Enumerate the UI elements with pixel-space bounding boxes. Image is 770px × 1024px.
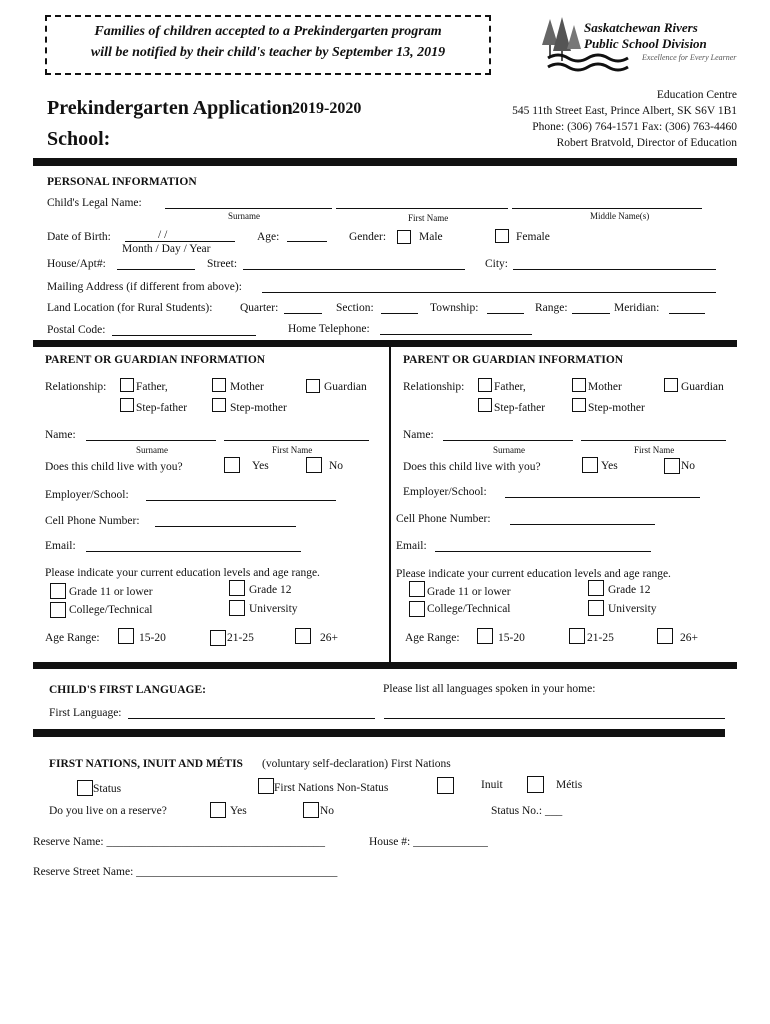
guardian2-yes-label: Yes (601, 460, 618, 472)
notice-line-2: will be notified by their child's teacher by September 13, 2019 (90, 45, 446, 60)
guardian2-cell-field[interactable] (510, 524, 655, 525)
guardian1-yes-label: Yes (252, 460, 269, 472)
meridian-field[interactable] (669, 313, 705, 314)
guardian1-yes-checkbox[interactable] (224, 457, 240, 473)
guardian1-firstname-field[interactable] (224, 440, 369, 441)
dob-label: Date of Birth: (47, 231, 111, 243)
status-number-label: Status No.: ___ (491, 805, 563, 817)
city-label: City: (485, 258, 509, 270)
male-checkbox[interactable] (397, 230, 411, 244)
guardian2-guardian-checkbox[interactable] (664, 378, 678, 392)
guardian1-surname-field[interactable] (86, 440, 216, 441)
section-field[interactable] (381, 313, 418, 314)
guardian2-firstname-field[interactable] (581, 440, 726, 441)
section-divider (33, 340, 737, 347)
surname-field[interactable] (165, 208, 332, 209)
female-label: Female (516, 231, 550, 243)
guardian1-mother-label: Mother (230, 381, 264, 393)
first-name-field[interactable] (336, 208, 508, 209)
guardian2-age3-label: 26+ (680, 632, 698, 644)
township-label: Township: (430, 302, 479, 314)
guardian1-cell-field[interactable] (155, 526, 296, 527)
section-divider (33, 158, 737, 166)
guardian2-age-range-label: Age Range: (405, 632, 460, 644)
guardian2-no-checkbox[interactable] (664, 458, 680, 474)
guardian1-firstname-caption: First Name (272, 445, 313, 455)
guardian1-father-label: Father, (136, 381, 168, 393)
guardian2-mother-label: Mother (588, 381, 622, 393)
gender-label: Gender: (349, 231, 387, 243)
guardian1-age2-label: 21-25 (227, 632, 254, 644)
guardian2-stepfather-label: Step-father (494, 402, 546, 414)
reserve-question: Do you live on a reserve? (49, 805, 167, 817)
office-phone: Phone: (306) 764-1571 Fax: (306) 763-4460 (532, 121, 737, 133)
guardian2-stepmother-label: Step-mother (588, 402, 645, 414)
section-divider (33, 662, 737, 669)
guardian1-mother-checkbox[interactable] (212, 378, 226, 392)
guardian2-email-label: Email: (396, 540, 427, 552)
guardian2-age3-checkbox[interactable] (657, 628, 673, 644)
guardian2-guardian-label: Guardian (681, 381, 724, 393)
languages-spoken-field[interactable] (384, 718, 725, 719)
guardian2-age2-checkbox[interactable] (569, 628, 585, 644)
range-field[interactable] (572, 313, 610, 314)
river-waves-icon (546, 50, 641, 74)
middle-name-field[interactable] (512, 208, 702, 209)
middle-name-caption: Middle Name(s) (590, 211, 650, 221)
quarter-field[interactable] (284, 313, 322, 314)
guardian2-surname-field[interactable] (443, 440, 573, 441)
status-label: Status (93, 783, 122, 795)
guardian1-university-label: University (249, 603, 298, 615)
guardian2-college-checkbox[interactable] (409, 601, 425, 617)
land-label: Land Location (for Rural Students): (47, 302, 213, 314)
first-language-label: First Language: (49, 707, 122, 719)
guardian2-grade12-checkbox[interactable] (588, 580, 604, 596)
quarter-label: Quarter: (240, 302, 279, 314)
guardian1-stepmother-checkbox[interactable] (212, 398, 226, 412)
section-label: Section: (336, 302, 374, 314)
dob-format-caption: Month / Day / Year (122, 243, 211, 255)
first-name-caption: First Name (408, 213, 449, 223)
guardian1-stepfather-label: Step-father (136, 402, 188, 414)
guardian1-grade12-checkbox[interactable] (229, 580, 245, 596)
guardian1-grade12-label: Grade 12 (249, 584, 292, 596)
column-divider (389, 347, 391, 662)
guardian2-heading: PARENT OR GUARDIAN INFORMATION (403, 354, 624, 366)
language-list-prompt: Please list all languages spoken in your home: (383, 683, 596, 695)
guardian2-university-checkbox[interactable] (588, 600, 604, 616)
guardian1-cell-label: Cell Phone Number: (45, 515, 140, 527)
guardian1-edu-prompt: Please indicate your current education levels and age range. (45, 567, 320, 579)
guardian1-grade11-label: Grade 11 or lower (69, 586, 153, 598)
status-checkbox[interactable] (77, 780, 93, 796)
guardian2-relationship-label: Relationship: (403, 381, 465, 393)
guardian2-email-field[interactable] (435, 551, 651, 552)
mailing-label: Mailing Address (if different from above): (47, 281, 242, 293)
guardian2-name-label: Name: (403, 429, 434, 441)
guardian1-email-label: Email: (45, 540, 76, 552)
female-checkbox[interactable] (495, 229, 509, 243)
reserve-name-label: Reserve Name: ______________________________________ (33, 836, 325, 848)
non-status-checkbox[interactable] (258, 778, 274, 794)
personal-heading: PERSONAL INFORMATION (47, 176, 197, 188)
inuit-label: Inuit (481, 779, 503, 791)
guardian1-stepfather-checkbox[interactable] (120, 398, 134, 412)
city-field[interactable] (513, 269, 716, 270)
guardian2-lives-label: Does this child live with you? (403, 461, 541, 473)
guardian2-stepfather-checkbox[interactable] (478, 398, 492, 412)
guardian1-surname-caption: Surname (136, 445, 168, 455)
guardian1-guardian-checkbox[interactable] (306, 379, 320, 393)
guardian1-stepmother-label: Step-mother (230, 402, 287, 414)
guardian2-employer-label: Employer/School: (403, 486, 487, 498)
reserve-no-checkbox[interactable] (303, 802, 319, 818)
meridian-label: Meridian: (614, 302, 660, 314)
guardian1-father-checkbox[interactable] (120, 378, 134, 392)
guardian1-heading: PARENT OR GUARDIAN INFORMATION (45, 354, 266, 366)
guardian1-college-checkbox[interactable] (50, 602, 66, 618)
guardian1-university-checkbox[interactable] (229, 600, 245, 616)
legal-name-label: Child's Legal Name: (47, 197, 142, 209)
guardian1-email-field[interactable] (86, 551, 301, 552)
page-title: Prekindergarten Application (47, 97, 293, 119)
guardian1-name-label: Name: (45, 429, 76, 441)
guardian1-employer-field[interactable] (146, 500, 336, 501)
house-field[interactable] (117, 269, 195, 270)
office-name: Education Centre (656, 89, 737, 101)
mailing-field[interactable] (262, 292, 716, 293)
house-label: House/Apt#: (47, 258, 106, 270)
home-tel-label: Home Telephone: (288, 323, 370, 335)
non-status-label: First Nations Non-Status (274, 782, 389, 794)
guardian1-employer-label: Employer/School: (45, 489, 129, 501)
director: Robert Bratvold, Director of Education (556, 137, 737, 149)
language-heading: CHILD'S FIRST LANGUAGE: (49, 684, 206, 696)
notice-line-1: Families of children accepted to a Prekindergarten program (94, 24, 442, 39)
metis-checkbox[interactable] (527, 776, 544, 793)
reserve-yes-checkbox[interactable] (210, 802, 226, 818)
guardian2-college-label: College/Technical (427, 603, 511, 615)
reserve-street-label: Reserve Street Name: ___________________________________ (33, 866, 338, 878)
fnim-heading: FIRST NATIONS, INUIT AND MÉTIS (49, 758, 243, 770)
guardian2-surname-caption: Surname (493, 445, 525, 455)
guardian1-no-checkbox[interactable] (306, 457, 322, 473)
guardian2-stepmother-checkbox[interactable] (572, 398, 586, 412)
fnim-subheading: (voluntary self-declaration) First Nations (262, 758, 451, 770)
street-field[interactable] (243, 269, 465, 270)
logo-tagline: Excellence for Every Learner (642, 53, 737, 62)
metis-label: Métis (556, 779, 583, 791)
guardian2-grade11-checkbox[interactable] (409, 581, 425, 597)
guardian2-mother-checkbox[interactable] (572, 378, 586, 392)
logo-name-2: Public School Division (584, 36, 707, 51)
house-number-label: House #: _____________ (369, 836, 488, 848)
guardian2-father-checkbox[interactable] (478, 378, 492, 392)
range-label: Range: (535, 302, 568, 314)
age-label: Age: (257, 231, 280, 243)
guardian1-no-label: No (329, 460, 344, 472)
age-field[interactable] (287, 241, 327, 242)
guardian2-no-label: No (681, 460, 696, 472)
postal-field[interactable] (112, 335, 256, 336)
guardian2-age2-label: 21-25 (587, 632, 614, 644)
logo-name-1: Saskatchewan Rivers (584, 20, 698, 35)
reserve-yes-label: Yes (230, 805, 247, 817)
guardian1-age3-label: 26+ (320, 632, 338, 644)
guardian2-grade11-label: Grade 11 or lower (427, 586, 511, 598)
school-label: School: (47, 128, 111, 150)
male-label: Male (419, 231, 443, 243)
guardian2-cell-label: Cell Phone Number: (396, 513, 491, 525)
guardian2-university-label: University (608, 603, 657, 615)
school-year: 2019-2020 (292, 100, 362, 117)
township-field[interactable] (487, 313, 524, 314)
first-language-field[interactable] (128, 718, 375, 719)
section-divider (33, 729, 725, 737)
guardian1-lives-label: Does this child live with you? (45, 461, 183, 473)
guardian2-age1-label: 15-20 (498, 632, 525, 644)
guardian1-age1-checkbox[interactable] (118, 628, 134, 644)
surname-caption: Surname (228, 211, 260, 221)
guardian1-guardian-label: Guardian (324, 381, 367, 393)
dob-field[interactable] (125, 241, 235, 242)
guardian1-relationship-label: Relationship: (45, 381, 107, 393)
guardian2-edu-prompt: Please indicate your current education levels and age range. (396, 568, 671, 580)
dob-slashes: / / (158, 229, 168, 241)
guardian1-age-range-label: Age Range: (45, 632, 100, 644)
guardian2-age1-checkbox[interactable] (477, 628, 493, 644)
guardian2-yes-checkbox[interactable] (582, 457, 598, 473)
guardian1-age1-label: 15-20 (139, 632, 166, 644)
postal-label: Postal Code: (47, 324, 106, 336)
reserve-no-label: No (320, 805, 335, 817)
guardian2-grade12-label: Grade 12 (608, 584, 651, 596)
office-address: 545 11th Street East, Prince Albert, SK S6V 1B1 (512, 105, 737, 117)
guardian2-father-label: Father, (494, 381, 526, 393)
home-tel-field[interactable] (380, 334, 532, 335)
guardian1-college-label: College/Technical (69, 604, 153, 616)
street-label: Street: (207, 258, 238, 270)
inuit-checkbox[interactable] (437, 777, 454, 794)
guardian2-firstname-caption: First Name (634, 445, 675, 455)
guardian1-age3-checkbox[interactable] (295, 628, 311, 644)
guardian2-employer-field[interactable] (505, 497, 700, 498)
guardian1-age2-checkbox[interactable] (210, 630, 226, 646)
guardian1-grade11-checkbox[interactable] (50, 583, 66, 599)
